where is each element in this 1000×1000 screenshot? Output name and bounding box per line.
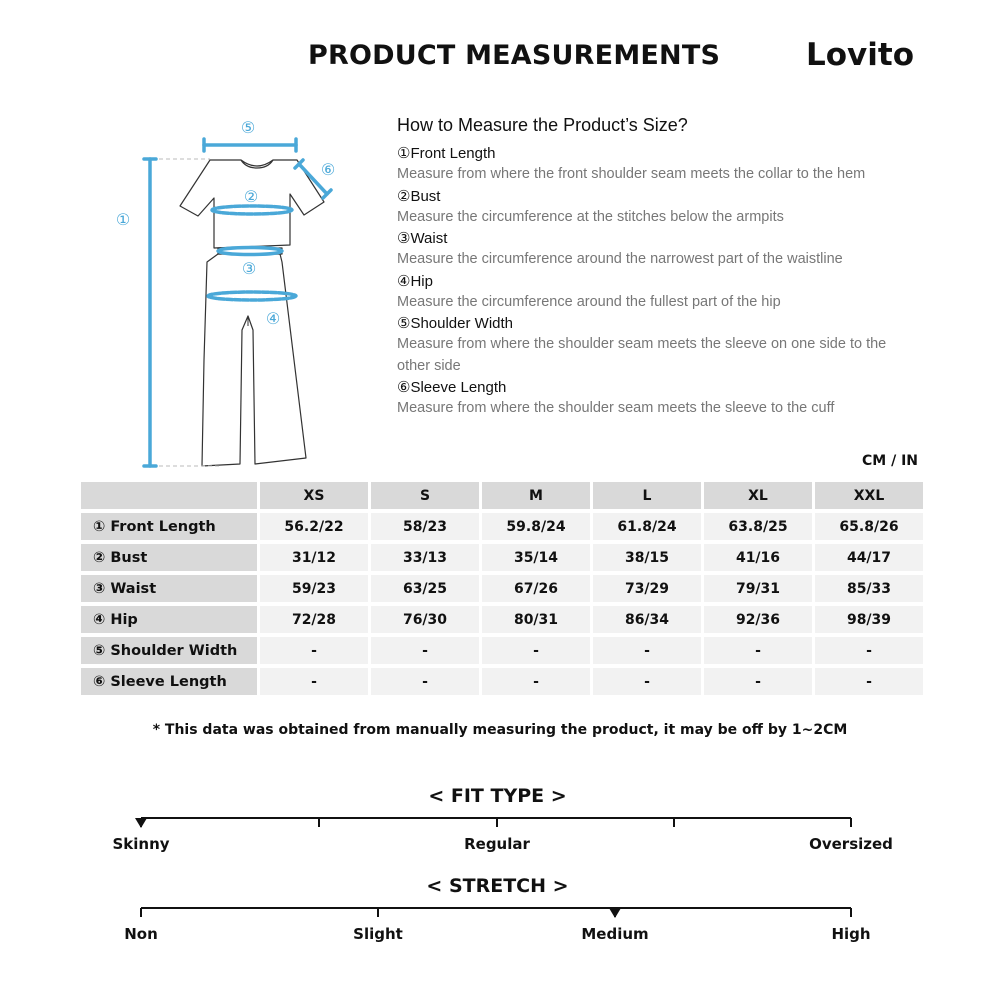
guide-item [397, 144, 917, 186]
table-cell: - [593, 668, 701, 695]
pants-outline [202, 254, 306, 466]
table-cell: 98/39 [815, 606, 923, 633]
measurement-note: * This data was obtained from manually measuring the product, it may be off by 1~2CM [152, 722, 848, 738]
guide-item-label: ⑥Sleeve Length [397, 379, 507, 396]
table-cell: 63.8/25 [704, 513, 812, 540]
table-cell: 73/29 [593, 575, 701, 602]
row-label: ① Front Length [81, 513, 257, 540]
table-row [81, 575, 923, 602]
header-size: XL [704, 482, 812, 509]
guide-item-desc: Measure from where the shoulder seam meets the sleeve on one side to the other side [397, 336, 887, 374]
guide-item-desc: Measure the circumference around the fullest part of the hip [397, 293, 781, 310]
row-label: ⑤ Shoulder Width [81, 637, 257, 664]
guide-item-desc: Measure from where the front shoulder seam meets the collar to the hem [397, 166, 866, 182]
row-label: ③ Waist [81, 575, 257, 602]
table-cell: - [482, 668, 590, 695]
table-cell: 65.8/26 [815, 513, 923, 540]
table-cell: - [260, 637, 368, 664]
fit-label-regular: Regular [464, 835, 530, 853]
guide-item [397, 378, 917, 420]
guide-item-desc: Measure from where the shoulder seam meets the sleeve to the cuff [397, 400, 835, 416]
table-cell: 31/12 [260, 544, 368, 571]
guide-item-desc: Measure the circumference at the stitches below the armpits [397, 208, 784, 225]
marker-hip: ④ [265, 309, 281, 328]
header-size: XXL [815, 482, 923, 509]
fit-type-scale [0, 808, 1000, 838]
table-cell: 92/36 [704, 606, 812, 633]
units-label: CM / IN [862, 453, 918, 469]
table-row [81, 513, 923, 540]
header-size: XS [260, 482, 368, 509]
marker-front-length: ① [115, 210, 131, 229]
stretch-label-medium: Medium [581, 925, 649, 943]
table-cell: - [593, 637, 701, 664]
table-cell: 58/23 [371, 513, 479, 540]
table-cell: 86/34 [593, 606, 701, 633]
table-cell: 76/30 [371, 606, 479, 633]
stretch-title: < STRETCH > [426, 875, 569, 897]
stretch-scale [0, 898, 1000, 928]
fit-label-skinny: Skinny [112, 835, 170, 853]
table-cell: 80/31 [482, 606, 590, 633]
table-cell: 44/17 [815, 544, 923, 571]
stretch-selected-marker-icon [609, 908, 621, 918]
table-cell: - [260, 668, 368, 695]
guide-item-label: ⑤Shoulder Width [397, 315, 514, 332]
header-blank [81, 482, 257, 509]
fit-label-oversized: Oversized [809, 835, 893, 853]
measure-guide [397, 115, 917, 421]
marker-waist: ③ [241, 259, 257, 278]
table-cell: 72/28 [260, 606, 368, 633]
table-header-row [81, 482, 923, 509]
marker-sleeve-length: ⑥ [320, 160, 336, 179]
stretch-label-non: Non [124, 925, 158, 943]
table-row [81, 637, 923, 664]
guide-item [397, 272, 917, 314]
header-size: S [371, 482, 479, 509]
table-cell: - [371, 637, 479, 664]
table-cell: 56.2/22 [260, 513, 368, 540]
stretch-label-high: High [831, 925, 871, 943]
table-cell: 63/25 [371, 575, 479, 602]
row-label: ④ Hip [81, 606, 257, 633]
page-title: PRODUCT MEASUREMENTS [308, 40, 721, 71]
fit-selected-marker-icon [135, 818, 147, 828]
table-cell: 85/33 [815, 575, 923, 602]
table-cell: - [704, 637, 812, 664]
brand-logo: Lovito [806, 37, 915, 73]
table-cell: - [371, 668, 479, 695]
size-table [78, 478, 926, 699]
table-cell: 79/31 [704, 575, 812, 602]
marker-bust: ② [243, 187, 259, 206]
table-cell: 61.8/24 [593, 513, 701, 540]
guide-item [397, 229, 917, 271]
guide-item [397, 187, 917, 229]
table-row [81, 668, 923, 695]
guide-item-label: ③Waist [397, 230, 448, 247]
stretch-label-slight: Slight [353, 925, 403, 943]
marker-shoulder-width: ⑤ [240, 118, 256, 137]
header-size: M [482, 482, 590, 509]
table-cell: 41/16 [704, 544, 812, 571]
guide-item [397, 314, 917, 377]
table-cell: 33/13 [371, 544, 479, 571]
table-cell: - [704, 668, 812, 695]
guide-item-desc: Measure the circumference around the narrowest part of the waistline [397, 251, 843, 267]
table-cell: - [482, 637, 590, 664]
garment-diagram [110, 112, 350, 472]
table-cell: - [815, 668, 923, 695]
guide-item-label: ④Hip [397, 272, 433, 290]
table-cell: 67/26 [482, 575, 590, 602]
table-cell: 35/14 [482, 544, 590, 571]
header-size: L [593, 482, 701, 509]
table-cell: - [815, 637, 923, 664]
table-cell: 59.8/24 [482, 513, 590, 540]
row-label: ② Bust [81, 544, 257, 571]
guide-item-label: ②Bust [397, 187, 441, 205]
fit-type-title: < FIT TYPE > [428, 785, 567, 807]
guide-item-label: ①Front Length [397, 145, 496, 162]
table-cell: 38/15 [593, 544, 701, 571]
guide-heading: How to Measure the Product’s Size? [397, 115, 688, 135]
row-label: ⑥ Sleeve Length [81, 668, 257, 695]
table-cell: 59/23 [260, 575, 368, 602]
table-row [81, 544, 923, 571]
table-row [81, 606, 923, 633]
